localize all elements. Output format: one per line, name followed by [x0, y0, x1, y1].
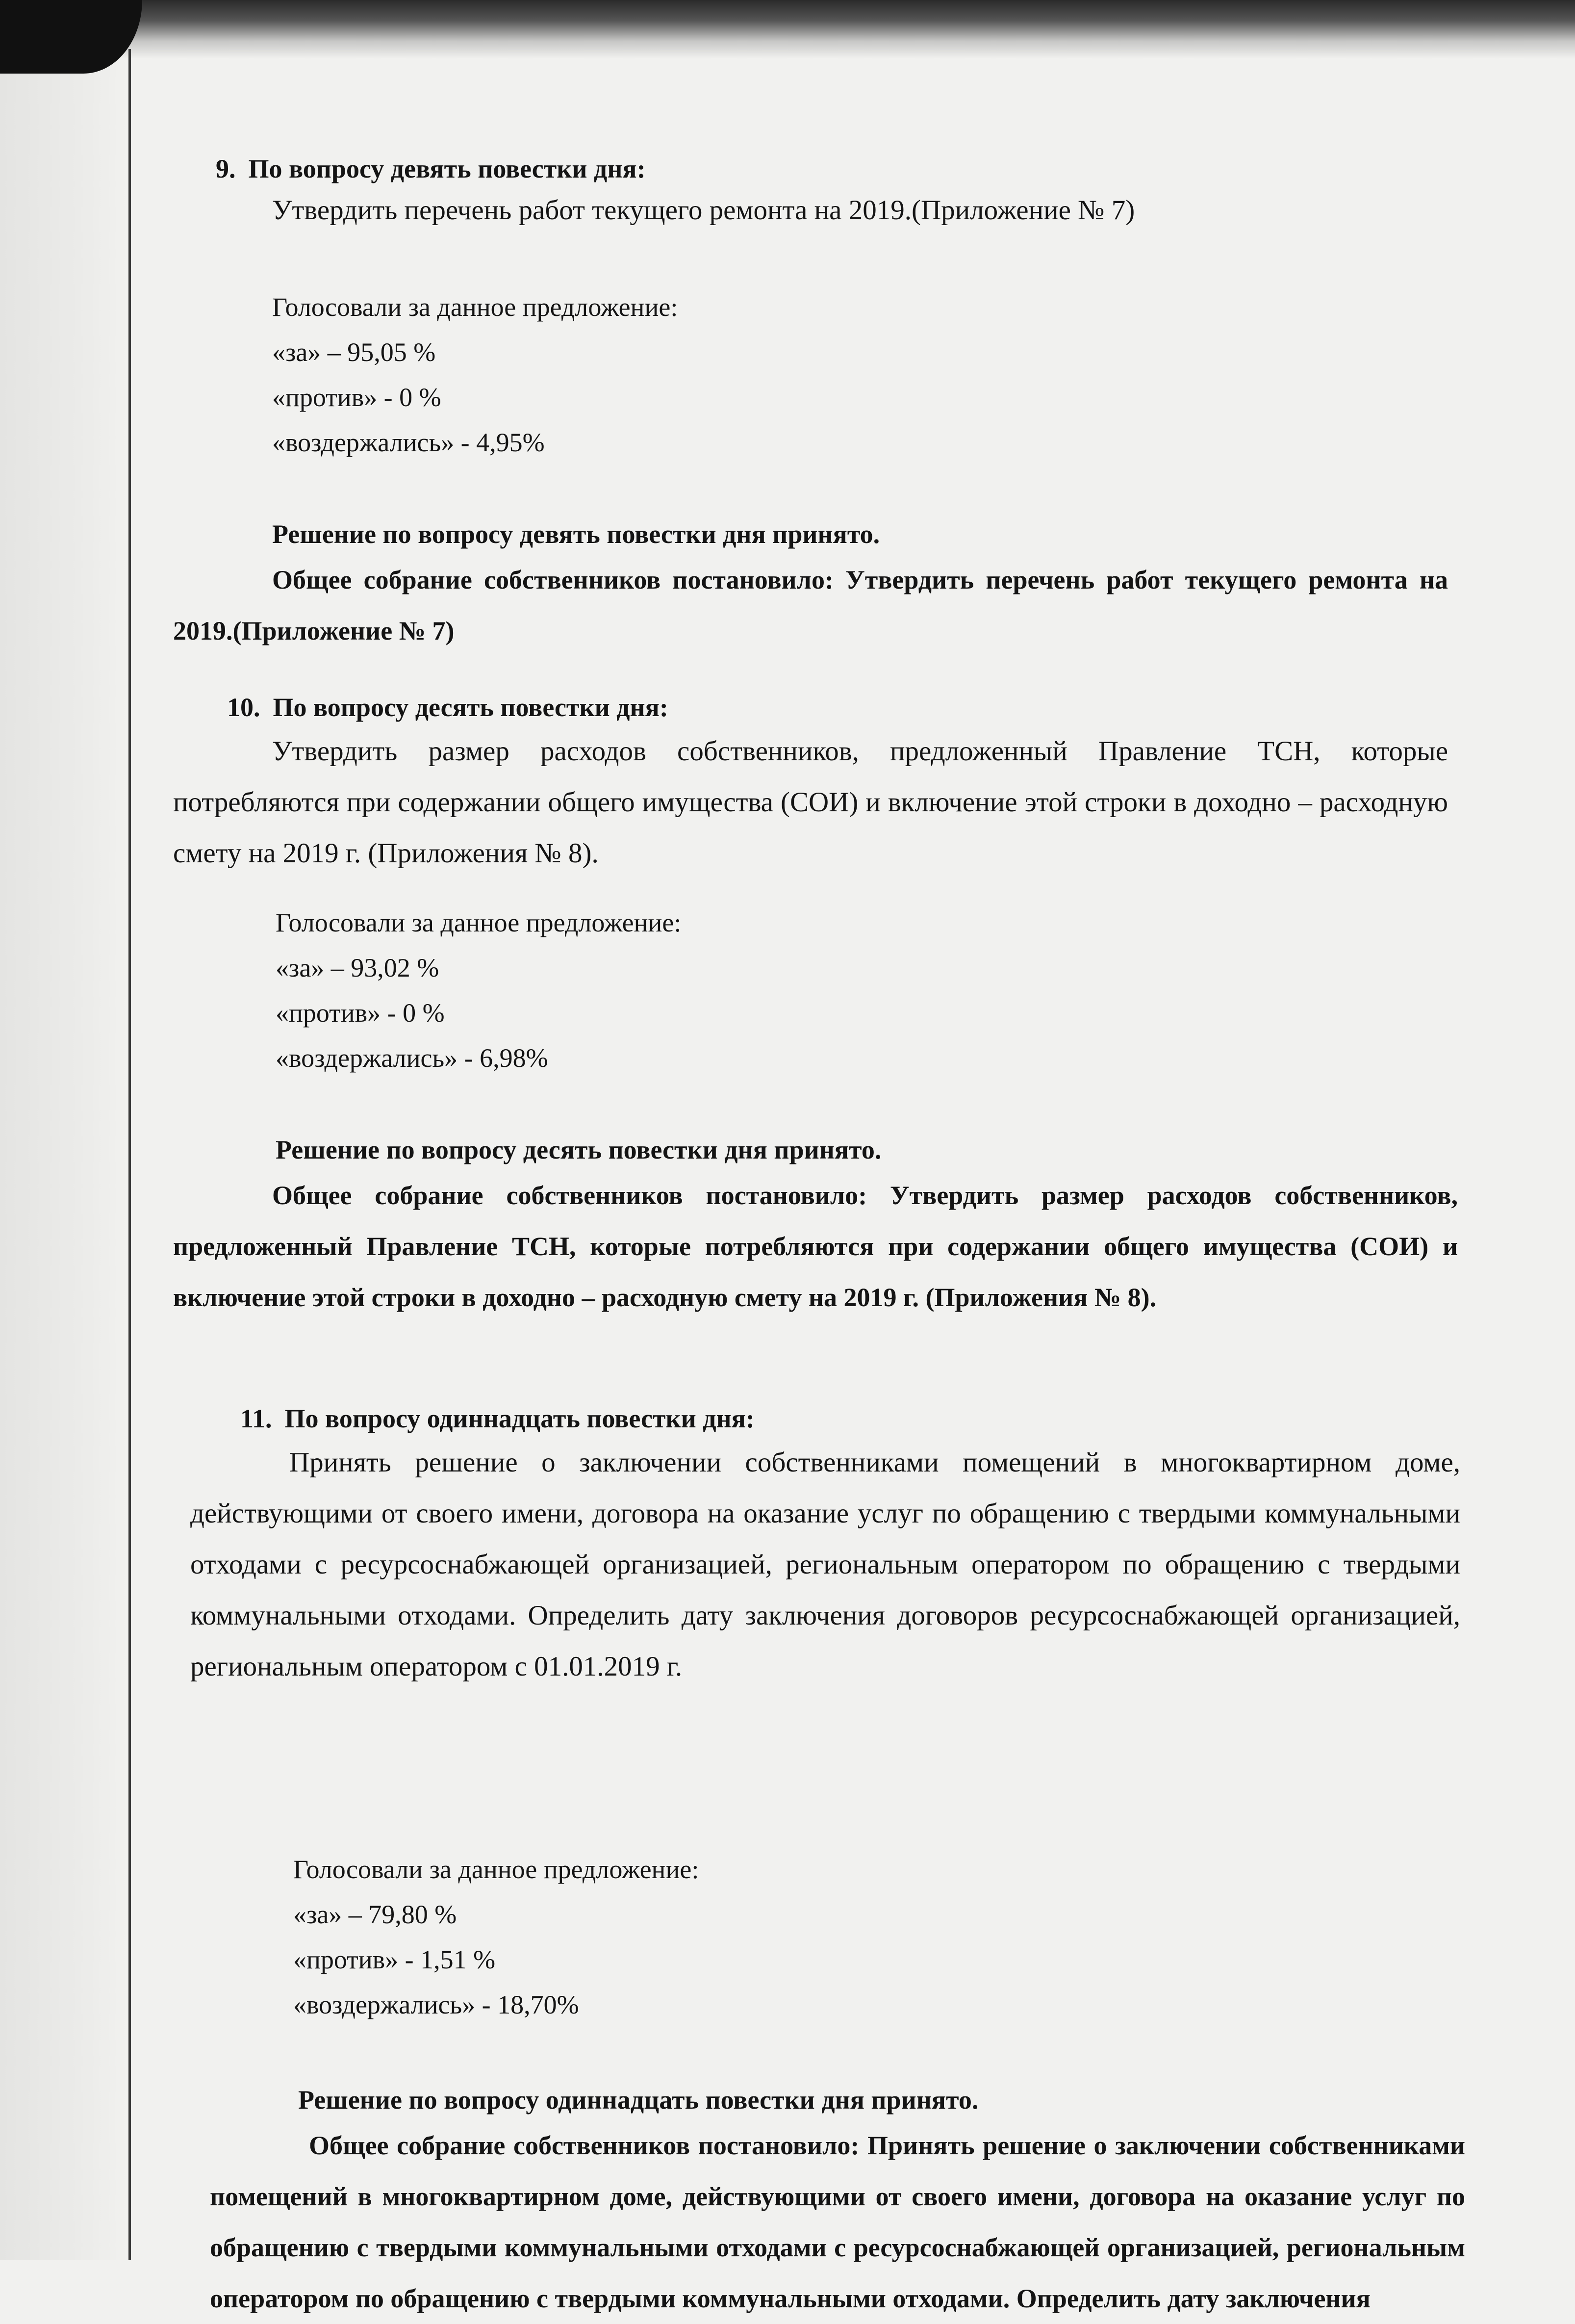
- agenda-item-proposal: Утвердить размер расходов собственников, предложенный Правление ТСН, которые потребляются при содержании общего имущества (СОИ) и включение этой строки в доходно – расходную смету на 2019 г. (Приложения № 8).: [173, 736, 1448, 869]
- resolution-statement: Общее собрание собственников постановило: Утвердить перечень работ текущего ремонта на 2019.(Приложение № 7): [173, 565, 1448, 646]
- page-left-margin-shade: [0, 0, 127, 2260]
- vote-intro: Голосовали за данное предложение:: [293, 1855, 699, 1884]
- vote-abstain: «воздержались» - 18,70%: [293, 1990, 579, 2019]
- resolution-statement: Общее собрание собственников постановило: Утвердить размер расходов собственников, предложенный Правление ТСН, которые потребляются при содержании общего имущества (СОИ) и включение этой строки в доходно – расходную смету на 2019 г. (Приложения № 8).: [173, 1181, 1458, 1312]
- vote-for: «за» – 95,05 %: [272, 337, 436, 367]
- agenda-item-number: 11.: [240, 1404, 272, 1433]
- vote-for: «за» – 79,80 %: [293, 1900, 457, 1929]
- agenda-item-proposal: Принять решение о заключении собственниками помещений в многоквартирном доме, действующими от своего имени, договора на оказание услуг по обращению с твердыми коммунальными отходами с ресурсоснабжающей организацией, региональным оператором по обращению с твердыми коммунальными отходами. Определить дату заключения договоров ресурсоснабжающей организацией, региональным оператором с 01.01.2019 г.: [190, 1447, 1460, 1682]
- agenda-item-number: 9.: [216, 154, 236, 183]
- vote-results: [293, 1847, 699, 2027]
- vote-against: «против» - 0 %: [276, 998, 445, 1028]
- decision-statement: Решение по вопросу десять повестки дня принято.: [276, 1135, 882, 1164]
- agenda-item-title: По вопросу одиннадцать повестки дня:: [284, 1404, 755, 1433]
- agenda-item-heading: [216, 153, 646, 184]
- agenda-item-title: По вопросу девять повестки дня:: [248, 154, 646, 183]
- vote-for: «за» – 93,02 %: [276, 953, 439, 982]
- vote-abstain: «воздержались» - 6,98%: [276, 1043, 548, 1073]
- vote-intro: Голосовали за данное предложение:: [276, 908, 682, 937]
- binding-spine-line: [128, 49, 131, 2260]
- vote-intro: Голосовали за данное предложение:: [272, 292, 678, 322]
- decision-statement: Решение по вопросу девять повестки дня принято.: [272, 519, 880, 549]
- vote-against: «против» - 0 %: [272, 383, 441, 412]
- agenda-item-heading: [240, 1403, 755, 1434]
- vote-results: [272, 284, 678, 465]
- agenda-item-number: 10.: [227, 693, 260, 722]
- vote-results: [276, 900, 681, 1081]
- vote-against: «против» - 1,51 %: [293, 1945, 496, 1974]
- resolution-statement: Общее собрание собственников постановило: Принять решение о заключении собственниками помещений в многоквартирном доме, действующими от своего имени, договора на оказание услуг по обращению с твердыми коммунальными отходами с ресурсоснабжающей организацией, региональным оператором по обращению с твердыми коммунальными отходами. Определить дату заключения: [210, 2131, 1465, 2313]
- agenda-item-proposal: Утвердить перечень работ текущего ремонта на 2019.(Приложение № 7): [272, 195, 1135, 226]
- vote-abstain: «воздержались» - 4,95%: [272, 428, 545, 457]
- agenda-item-title: По вопросу десять повестки дня:: [273, 693, 668, 722]
- agenda-item-heading: [227, 692, 668, 723]
- scan-top-shadow: [0, 0, 1575, 59]
- decision-statement: Решение по вопросу одиннадцать повестки дня принято.: [298, 2085, 979, 2115]
